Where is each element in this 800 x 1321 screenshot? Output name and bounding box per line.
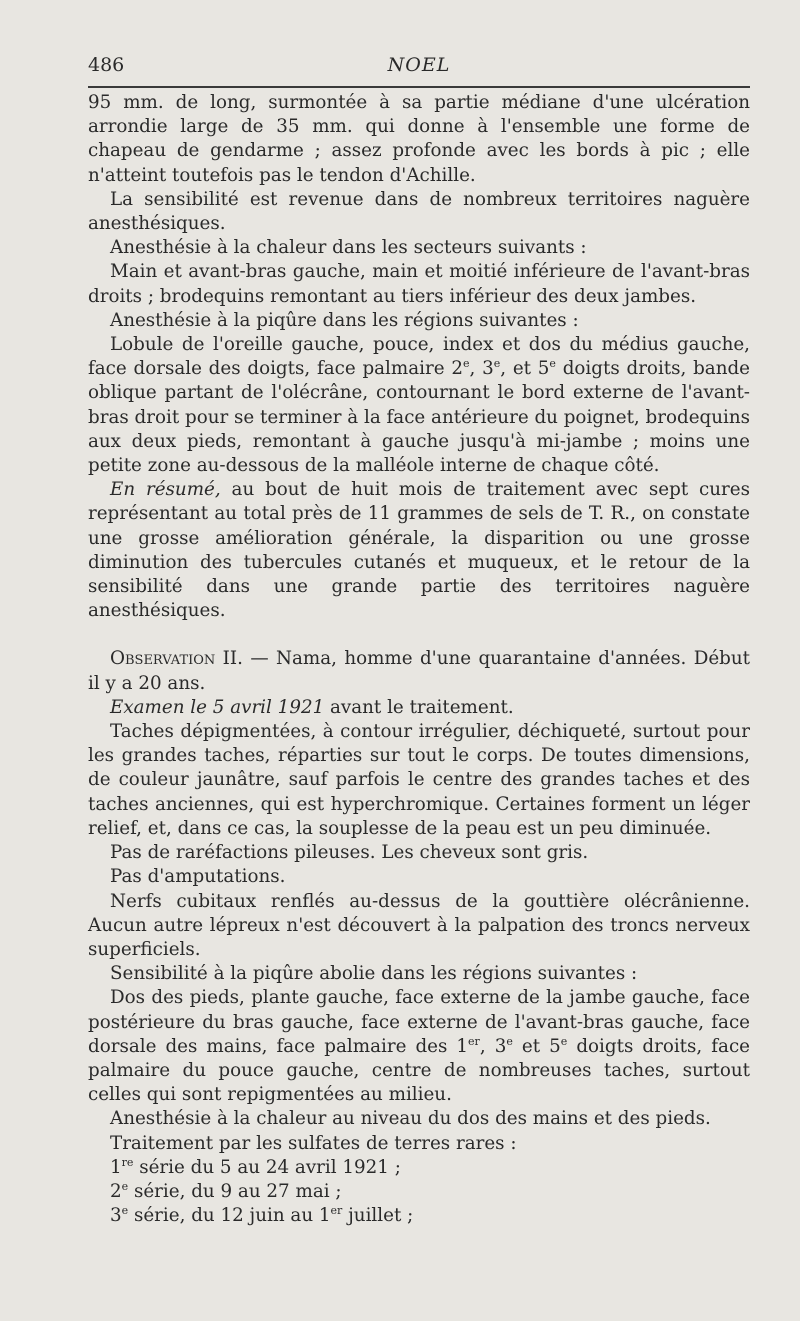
paragraph: Anesthésie à la chaleur au niveau du dos des mains et des pieds. <box>110 1108 711 1130</box>
list-item: 3e série, du 12 juin au 1er juillet ; <box>110 1204 414 1227</box>
paragraph: Examen le 5 avril 1921 avant le traitement. <box>110 696 514 718</box>
paragraph: Pas d'amputations. <box>110 866 286 888</box>
list-item: 2e série, du 9 au 27 mai ; <box>110 1179 342 1202</box>
paragraph: 95 mm. de long, surmontée à sa partie médiane d'une ulcération arrondie large de 35 mm. qui donne à l'ensemble une forme de chapeau de gendarme ; assez profonde avec les bords à pic ; elle n'atteint toutefois pas le tendon d'Achille. <box>88 92 750 186</box>
running-title: NOEL <box>387 54 451 76</box>
paragraph: Lobule de l'oreille gauche, pouce, index et dos du médius gauche, face dorsale des doigts, face palmaire 2e, 3e, et 5e doigts droits, bande oblique partant de l'olécrâne, contournant le bord externe de l'avant-bras droit pour se terminer à la face antérieure du poignet, brodequins aux deux pieds, remontant à gauche jusqu'à mi-jambe ; moins une petite zone au-dessous de la malléole interne de chaque côté. <box>88 334 751 477</box>
list-item: 1re série du 5 au 24 avril 1921 ; <box>110 1155 401 1178</box>
body-text <box>88 91 750 1228</box>
page-header <box>88 48 750 78</box>
paragraph: Dos des pieds, plante gauche, face externe de la jambe gauche, face postérieure du bras gauche, face externe de l'avant-bras gauche, face dorsale des mains, face palmaire des 1er, 3e et 5e doigts droits, face palmaire du pouce gauche, centre de nombreuses taches, surtout celles qui sont repigmentées au milieu. <box>88 987 750 1106</box>
paragraph: Main et avant-bras gauche, main et moitié inférieure de l'avant-bras droits ; brodequins remontant au tiers inférieur des deux jambes. <box>88 261 750 307</box>
paragraph: Taches dépigmentées, à contour irrégulier, déchiqueté, surtout pour les grandes taches, réparties sur tout le corps. De toutes dimensions, de couleur jaunâtre, sauf parfois le centre des grandes taches et des taches anciennes, qui est hyperchromique. Certaines forment un léger relief, et, dans ce cas, la souplesse de la peau est un peu diminuée. <box>88 721 750 839</box>
page-number: 486 <box>88 54 125 76</box>
paragraph: Traitement par les sulfates de terres rares : <box>110 1132 517 1154</box>
paragraph: Sensibilité à la piqûre abolie dans les régions suivantes : <box>110 963 638 985</box>
paragraph: Pas de raréfactions pileuses. Les cheveux sont gris. <box>110 842 589 864</box>
header-rule <box>88 86 750 88</box>
paragraph: Anesthésie à la chaleur dans les secteurs suivants : <box>110 237 587 259</box>
paragraph: Anesthésie à la piqûre dans les régions suivantes : <box>110 309 579 331</box>
paragraph: Nerfs cubitaux renflés au-dessus de la gouttière olécrânienne. Aucun autre lépreux n'est découvert à la palpation des troncs nerveux superficiels. <box>88 890 750 960</box>
paragraph: En résumé, au bout de huit mois de traitement avec sept cures représentant au total près de 11 grammes de sels de T. R., on constate une grosse amélioration générale, la disparition ou une grosse diminution des tubercules cutanés et muqueux, et le retour de la sensibilité dans une grande partie des territoires naguère anesthésiques. <box>88 479 750 622</box>
observation-heading: Observation II. — Nama, homme d'une quarantaine d'années. Début il y a 20 ans. <box>88 648 750 694</box>
paragraph: La sensibilité est revenue dans de nombreux territoires naguère anesthésiques. <box>88 188 750 235</box>
